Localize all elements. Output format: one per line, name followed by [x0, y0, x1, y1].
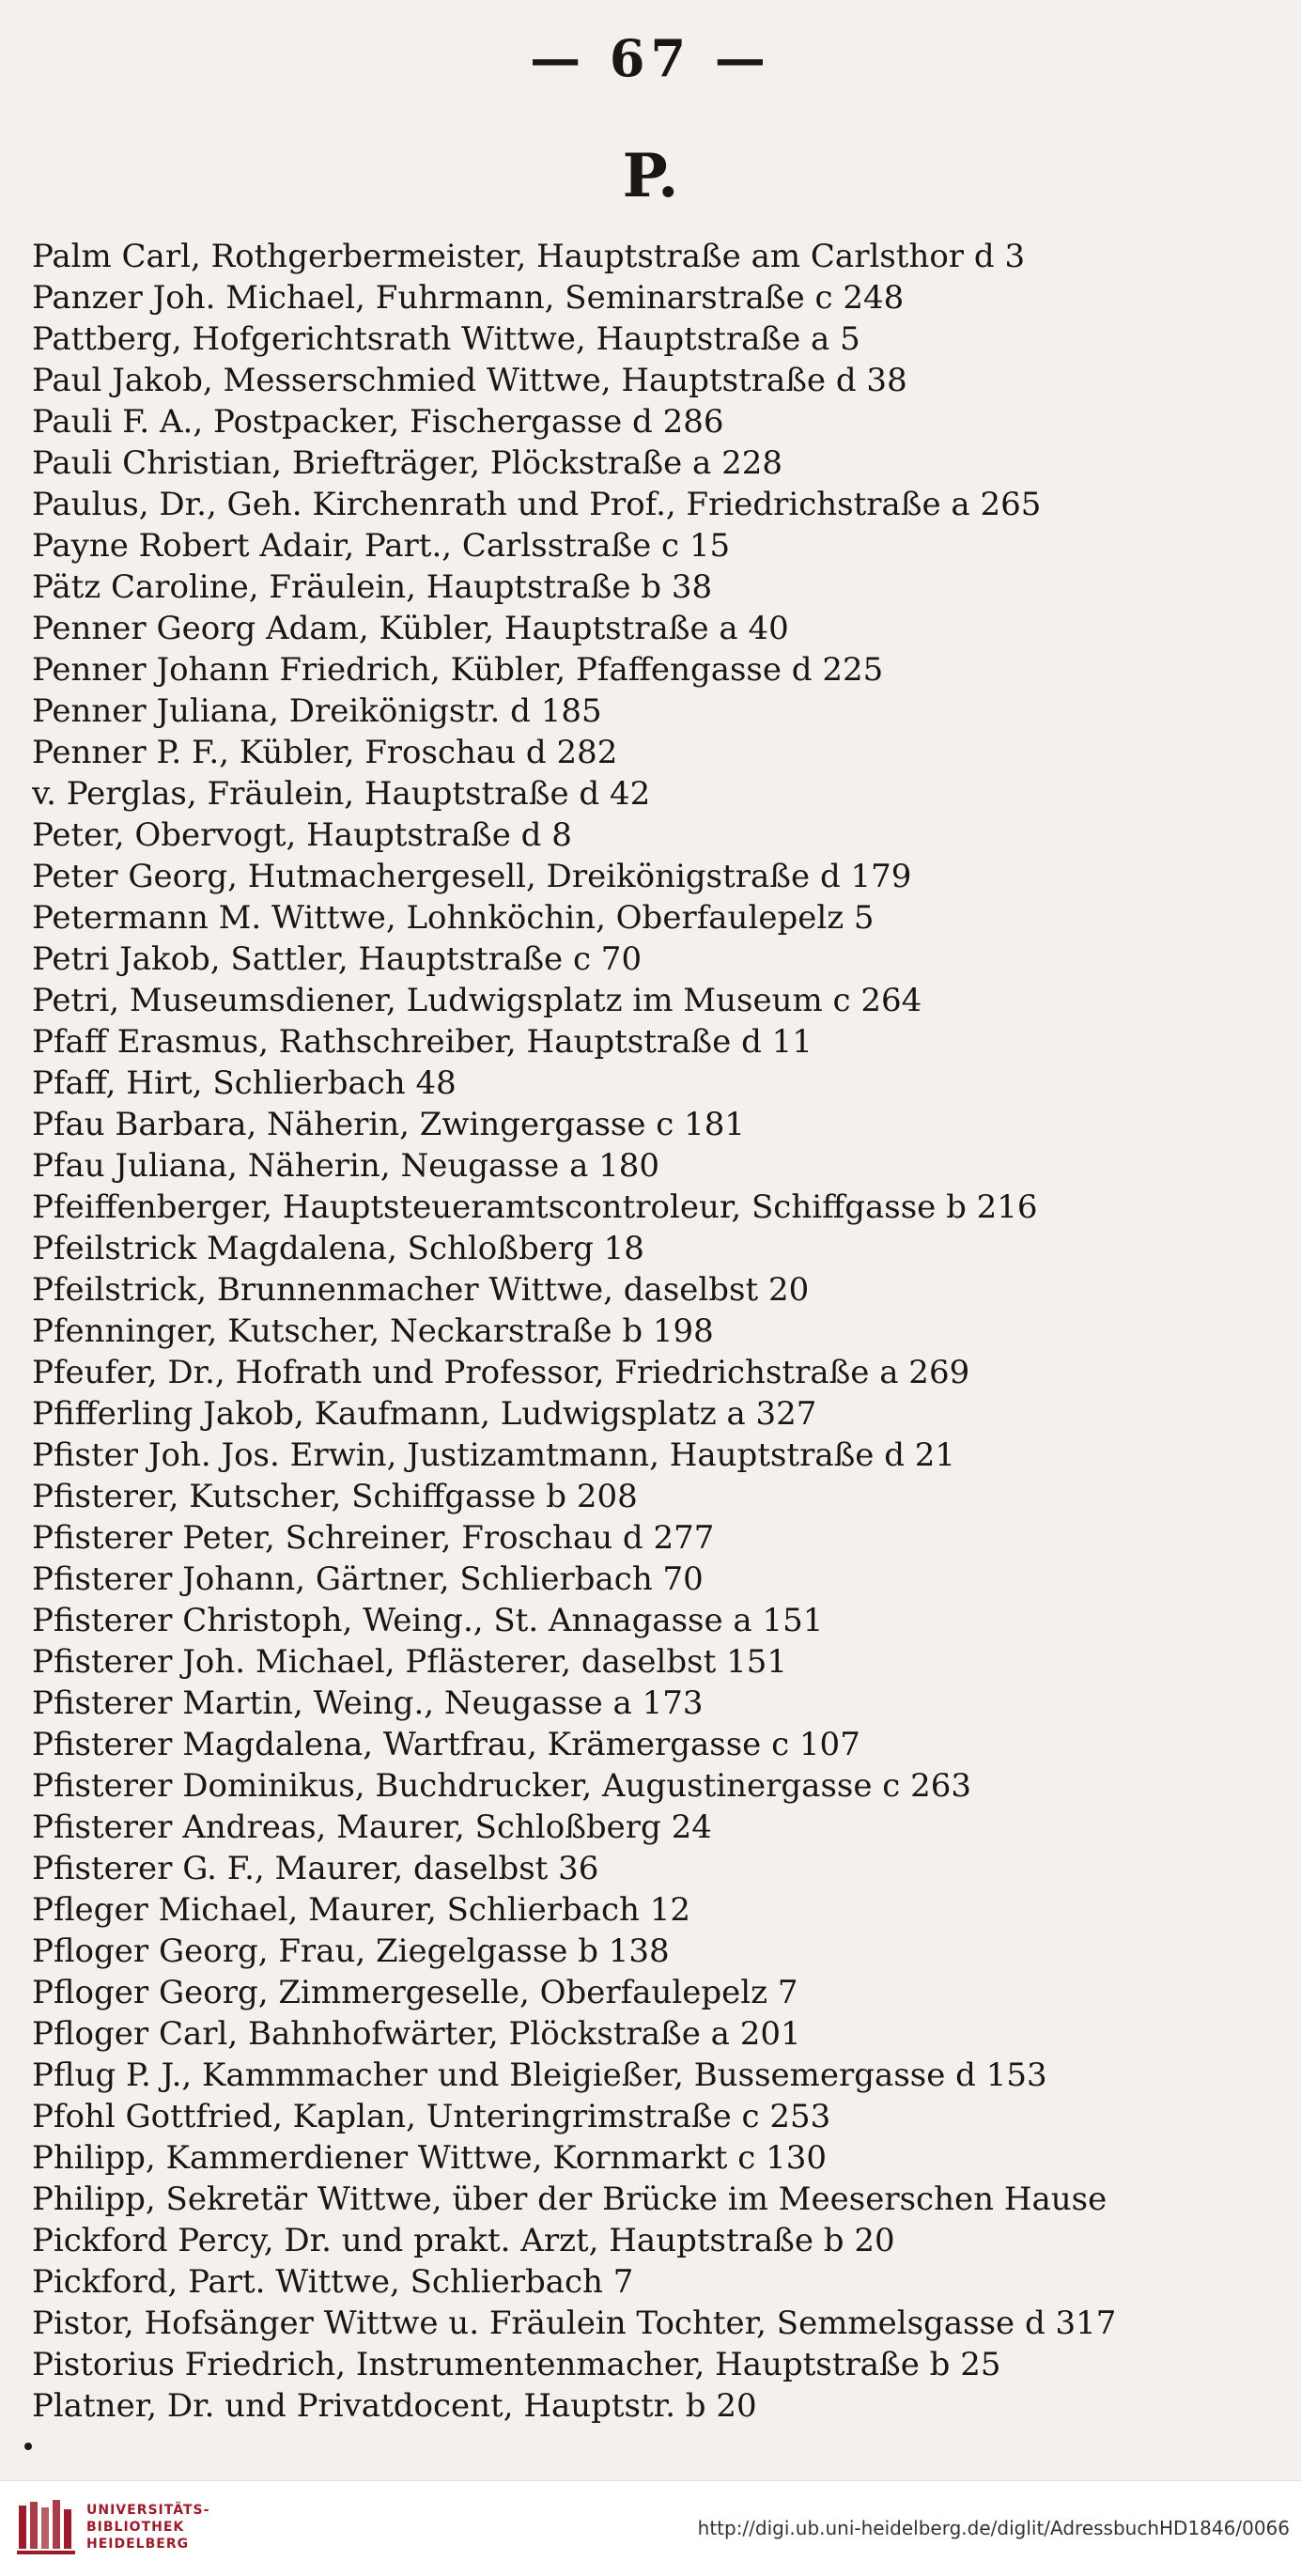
directory-entry: Pfeilstrick Magdalena, Schloßberg 18 — [32, 1230, 644, 1267]
ink-dot — [24, 2443, 32, 2450]
directory-entry: Pfeiffenberger, Hauptsteueramtscontroleur, Schiffgasse b 216 — [32, 1188, 1038, 1226]
directory-entry: Penner Georg Adam, Kübler, Hauptstraße a 40 — [32, 610, 789, 647]
directory-entry: Pistorius Friedrich, Instrumentenmacher, Hauptstraße b 25 — [32, 2346, 1001, 2383]
directory-entry: Palm Carl, Rothgerbermeister, Hauptstraße am Carlsthor d 3 — [32, 238, 1026, 275]
directory-entry: Panzer Joh. Michael, Fuhrmann, Seminarstraße c 248 — [32, 279, 905, 317]
directory-entry: Pfisterer Johann, Gärtner, Schlierbach 70 — [32, 1560, 704, 1598]
directory-entry: Payne Robert Adair, Part., Carlsstraße c 15 — [32, 527, 731, 565]
directory-entry: Pfohl Gottfried, Kaplan, Unteringrimstraße c 253 — [32, 2098, 831, 2135]
directory-entry: Pickford, Part. Wittwe, Schlierbach 7 — [32, 2263, 634, 2301]
directory-entry: Pfau Barbara, Näherin, Zwingergasse c 181 — [32, 1106, 746, 1143]
directory-entry: Pauli Christian, Briefträger, Plöckstraße a 228 — [32, 444, 783, 482]
institution-line-3: HEIDELBERG — [86, 2537, 190, 2552]
directory-entry: Philipp, Kammerdiener Wittwe, Kornmarkt c 130 — [32, 2139, 827, 2177]
directory-entries — [32, 236, 1281, 2427]
directory-entry: Penner Juliana, Dreikönigstr. d 185 — [32, 692, 602, 730]
directory-entry: Pauli F. A., Postpacker, Fischergasse d 286 — [32, 403, 724, 441]
page-number: — 67 — — [530, 28, 771, 88]
directory-entry: Pfifferling Jakob, Kaufmann, Ludwigsplatz a 327 — [32, 1395, 817, 1433]
directory-entry: Pätz Caroline, Fräulein, Hauptstraße b 38 — [32, 568, 713, 606]
page-footer — [0, 2480, 1301, 2576]
source-url[interactable]: http://digi.ub.uni-heidelberg.de/diglit/AdressbuchHD1846/0066 — [697, 2517, 1290, 2539]
directory-entry: Peter Georg, Hutmachergesell, Dreikönigstraße d 179 — [32, 858, 912, 895]
directory-entry: Paulus, Dr., Geh. Kirchenrath und Prof., Friedrichstraße a 265 — [32, 486, 1042, 523]
directory-entry: v. Perglas, Fräulein, Hauptstraße d 42 — [32, 775, 651, 813]
institution-name — [86, 2502, 209, 2553]
directory-entry: Pfisterer Peter, Schreiner, Froschau d 277 — [32, 1519, 715, 1557]
directory-entry: Pfeilstrick, Brunnenmacher Wittwe, daselbst 20 — [32, 1271, 810, 1309]
directory-entry: Petri Jakob, Sattler, Hauptstraße c 70 — [32, 940, 643, 978]
institution-line-2: BIBLIOTHEK — [86, 2520, 185, 2535]
directory-entry: Pfisterer Magdalena, Wartfrau, Krämergasse c 107 — [32, 1726, 860, 1763]
section-letter-heading: P. — [622, 141, 679, 211]
directory-entry: Pattberg, Hofgerichtsrath Wittwe, Hauptstraße a 5 — [32, 320, 860, 358]
directory-entry: Pfisterer Joh. Michael, Pflästerer, daselbst 151 — [32, 1643, 787, 1681]
directory-entry: Penner Johann Friedrich, Kübler, Pfaffengasse d 225 — [32, 651, 884, 689]
directory-entry: Pfisterer Andreas, Maurer, Schloßberg 24 — [32, 1808, 712, 1846]
directory-entry: Pfloger Carl, Bahnhofwärter, Plöckstraße a 201 — [32, 2015, 801, 2053]
directory-entry: Pfaff, Hirt, Schlierbach 48 — [32, 1064, 457, 1102]
directory-entry: Pfister Joh. Jos. Erwin, Justizamtmann, Hauptstraße d 21 — [32, 1436, 956, 1474]
directory-entry: Pfeufer, Dr., Hofrath und Professor, Friedrichstraße a 269 — [32, 1354, 970, 1391]
directory-entry: Pfisterer Martin, Weing., Neugasse a 173 — [32, 1684, 704, 1722]
directory-entry: Philipp, Sekretär Wittwe, über der Brücke im Meeserschen Hause — [32, 2180, 1107, 2218]
directory-entry: Pfisterer G. F., Maurer, daselbst 36 — [32, 1850, 599, 1887]
directory-entry: Pfloger Georg, Zimmergeselle, Oberfaulepelz 7 — [32, 1974, 798, 2011]
directory-entry: Pfisterer Dominikus, Buchdrucker, Augustinergasse c 263 — [32, 1767, 972, 1805]
directory-entry: Pfisterer, Kutscher, Schiffgasse b 208 — [32, 1478, 638, 1515]
directory-entry: Peter, Obervogt, Hauptstraße d 8 — [32, 816, 572, 854]
directory-entry: Pistor, Hofsänger Wittwe u. Fräulein Tochter, Semmelsgasse d 317 — [32, 2304, 1117, 2342]
institution-line-1: UNIVERSITÄTS- — [86, 2503, 210, 2518]
directory-entry: Petermann M. Wittwe, Lohnköchin, Oberfaulepelz 5 — [32, 899, 875, 937]
directory-entry: Pfaff Erasmus, Rathschreiber, Hauptstraße d 11 — [32, 1023, 813, 1061]
university-library-logo-icon — [15, 2496, 77, 2558]
directory-entry: Paul Jakob, Messerschmied Wittwe, Hauptstraße d 38 — [32, 362, 907, 399]
directory-entry: Pfisterer Christoph, Weing., St. Annagasse a 151 — [32, 1602, 824, 1639]
directory-entry: Platner, Dr. und Privatdocent, Hauptstr. b 20 — [32, 2387, 757, 2425]
directory-entry: Pfau Juliana, Näherin, Neugasse a 180 — [32, 1147, 660, 1185]
directory-entry: Penner P. F., Kübler, Froschau d 282 — [32, 734, 618, 771]
directory-entry: Pfenninger, Kutscher, Neckarstraße b 198 — [32, 1312, 714, 1350]
directory-entry: Pfloger Georg, Frau, Ziegelgasse b 138 — [32, 1932, 670, 1970]
directory-entry: Pickford Percy, Dr. und prakt. Arzt, Hauptstraße b 20 — [32, 2222, 895, 2259]
directory-entry: Pflug P. J., Kammmacher und Bleigießer, Bussemergasse d 153 — [32, 2056, 1047, 2094]
directory-entry: Pfleger Michael, Maurer, Schlierbach 12 — [32, 1891, 691, 1929]
directory-entry: Petri, Museumsdiener, Ludwigsplatz im Museum c 264 — [32, 982, 922, 1019]
